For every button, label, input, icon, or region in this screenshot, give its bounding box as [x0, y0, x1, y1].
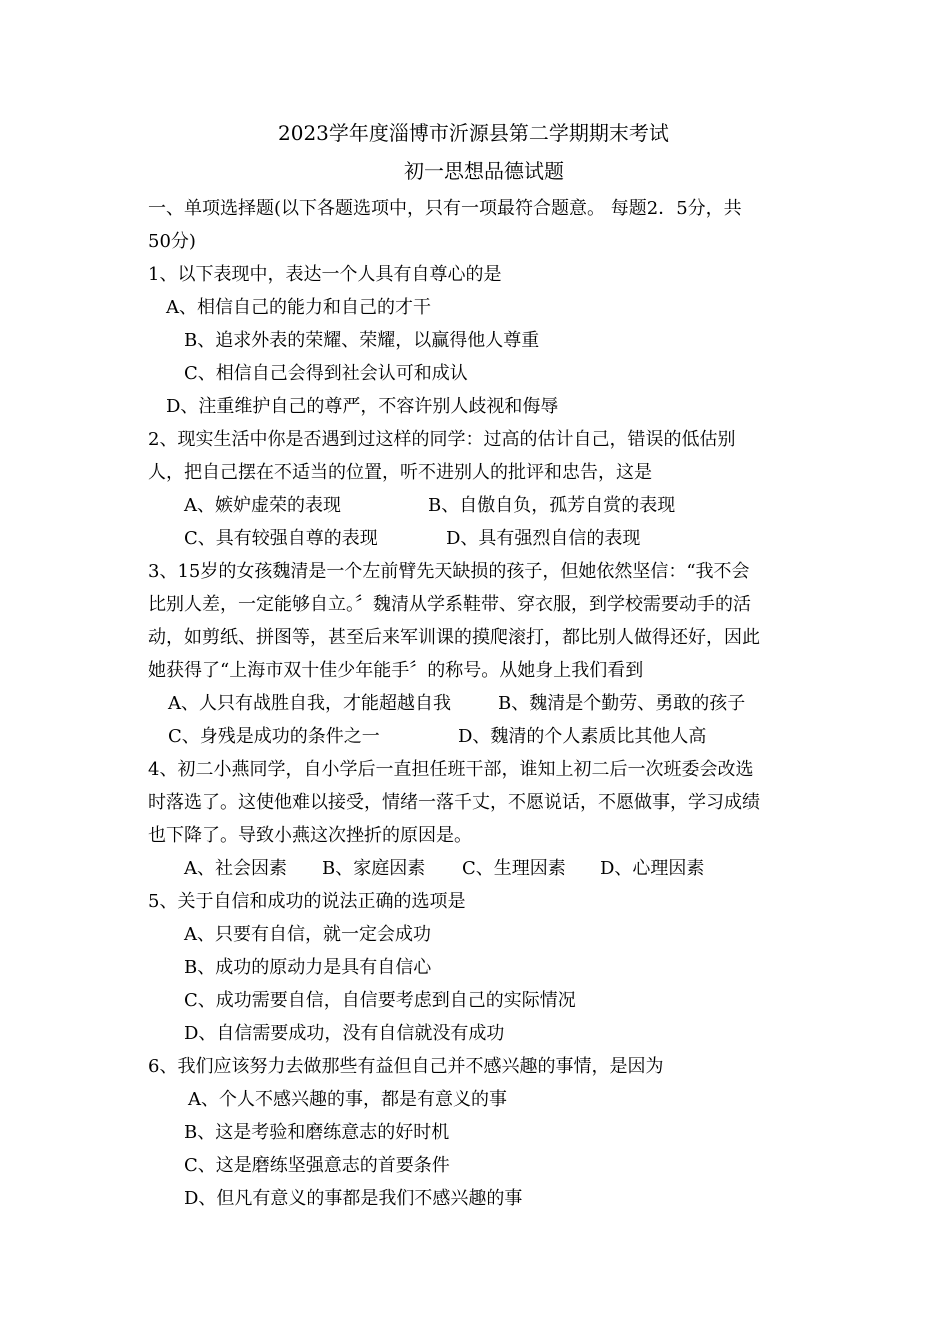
question-1-stem: 1、以下表现中，表达一个人具有自尊心的是	[148, 264, 502, 285]
question-2-option-b: B、自傲自负，孤芳自赏的表现	[428, 495, 676, 516]
question-3-option-c: C、身残是成功的条件之一	[168, 726, 380, 747]
question-5-option-c: C、成功需要自信，自信要考虑到自己的实际情况	[184, 990, 576, 1011]
question-5-option-a: A、只要有自信，就一定会成功	[184, 924, 431, 945]
question-5-option-d: D、自信需要成功，没有自信就没有成功	[184, 1023, 505, 1044]
question-4-option-b: B、家庭因素	[322, 858, 426, 879]
question-6-option-a: A、个人不感兴趣的事，都是有意义的事	[188, 1089, 507, 1110]
question-3-stem-line4: 她获得了“上海市双十佳少年能手〞的称号。从她身上我们看到	[148, 660, 644, 681]
question-3-option-d: D、魏清的个人素质比其他人高	[458, 726, 707, 747]
question-2-option-a: A、嫉妒虚荣的表现	[184, 495, 341, 516]
question-2-option-d: D、具有强烈自信的表现	[446, 528, 641, 549]
section-heading-line2: 50分)	[148, 231, 196, 252]
question-4-option-c: C、生理因素	[462, 858, 566, 879]
question-1-option-c: C、相信自己会得到社会认可和成认	[184, 363, 468, 384]
question-3-stem-line3: 动，如剪纸、拼图等，甚至后来军训课的摸爬滚打，都比别人做得还好，因此	[148, 627, 760, 648]
question-6-option-d: D、但凡有意义的事都是我们不感兴趣的事	[184, 1188, 523, 1209]
question-6-stem: 6、我们应该努力去做那些有益但自己并不感兴趣的事情，是因为	[148, 1056, 664, 1077]
question-4-option-a: A、社会因素	[184, 858, 287, 879]
question-2-stem-line1: 2、现实生活中你是否遇到过这样的同学：过高的估计自己，错误的低估别	[148, 429, 736, 450]
question-1-option-a: A、相信自己的能力和自己的才干	[166, 297, 431, 318]
question-6-option-c: C、这是磨练坚强意志的首要条件	[184, 1155, 450, 1176]
question-3-option-a: A、人只有战胜自我，才能超越自我	[168, 693, 451, 714]
question-2-stem-line2: 人，把自己摆在不适当的位置，听不进别人的批评和忠告，这是	[148, 462, 652, 483]
question-3-stem-line2: 比别人差，一定能够自立。〞魏清从学系鞋带、穿衣服，到学校需要动手的活	[148, 594, 751, 615]
question-5-option-b: B、成功的原动力是具有自信心	[184, 957, 432, 978]
page-title: 2023学年度淄博市沂源县第二学期期末考试	[278, 121, 669, 145]
section-heading-line1: 一、单项选择题(以下各题选项中，只有一项最符合题意。 每题2．5分，共	[148, 198, 742, 219]
question-4-stem-line1: 4、初二小燕同学，自小学后一直担任班干部，谁知上初二后一次班委会改选	[148, 759, 754, 780]
page-subtitle: 初一思想品德试题	[404, 159, 564, 183]
question-3-stem-line1: 3、15岁的女孩魏清是一个左前臂先天缺损的孩子，但她依然坚信：“我不会	[148, 561, 750, 582]
question-3-option-b: B、魏清是个勤劳、勇敢的孩子	[498, 693, 746, 714]
question-4-option-d: D、心理因素	[600, 858, 705, 879]
question-2-option-c: C、具有较强自尊的表现	[184, 528, 378, 549]
question-1-option-b: B、追求外表的荣耀、荣耀，以赢得他人尊重	[184, 330, 540, 351]
question-4-stem-line3: 也下降了。导致小燕这次挫折的原因是。	[148, 825, 472, 846]
question-1-option-d: D、注重维护自己的尊严，不容许别人歧视和侮辱	[166, 396, 559, 417]
question-6-option-b: B、这是考验和磨练意志的好时机	[184, 1122, 450, 1143]
question-5-stem: 5、关于自信和成功的说法正确的选项是	[148, 891, 466, 912]
question-4-stem-line2: 时落选了。这使他难以接受，情绪一落千丈，不愿说话，不愿做事，学习成绩	[148, 792, 760, 813]
